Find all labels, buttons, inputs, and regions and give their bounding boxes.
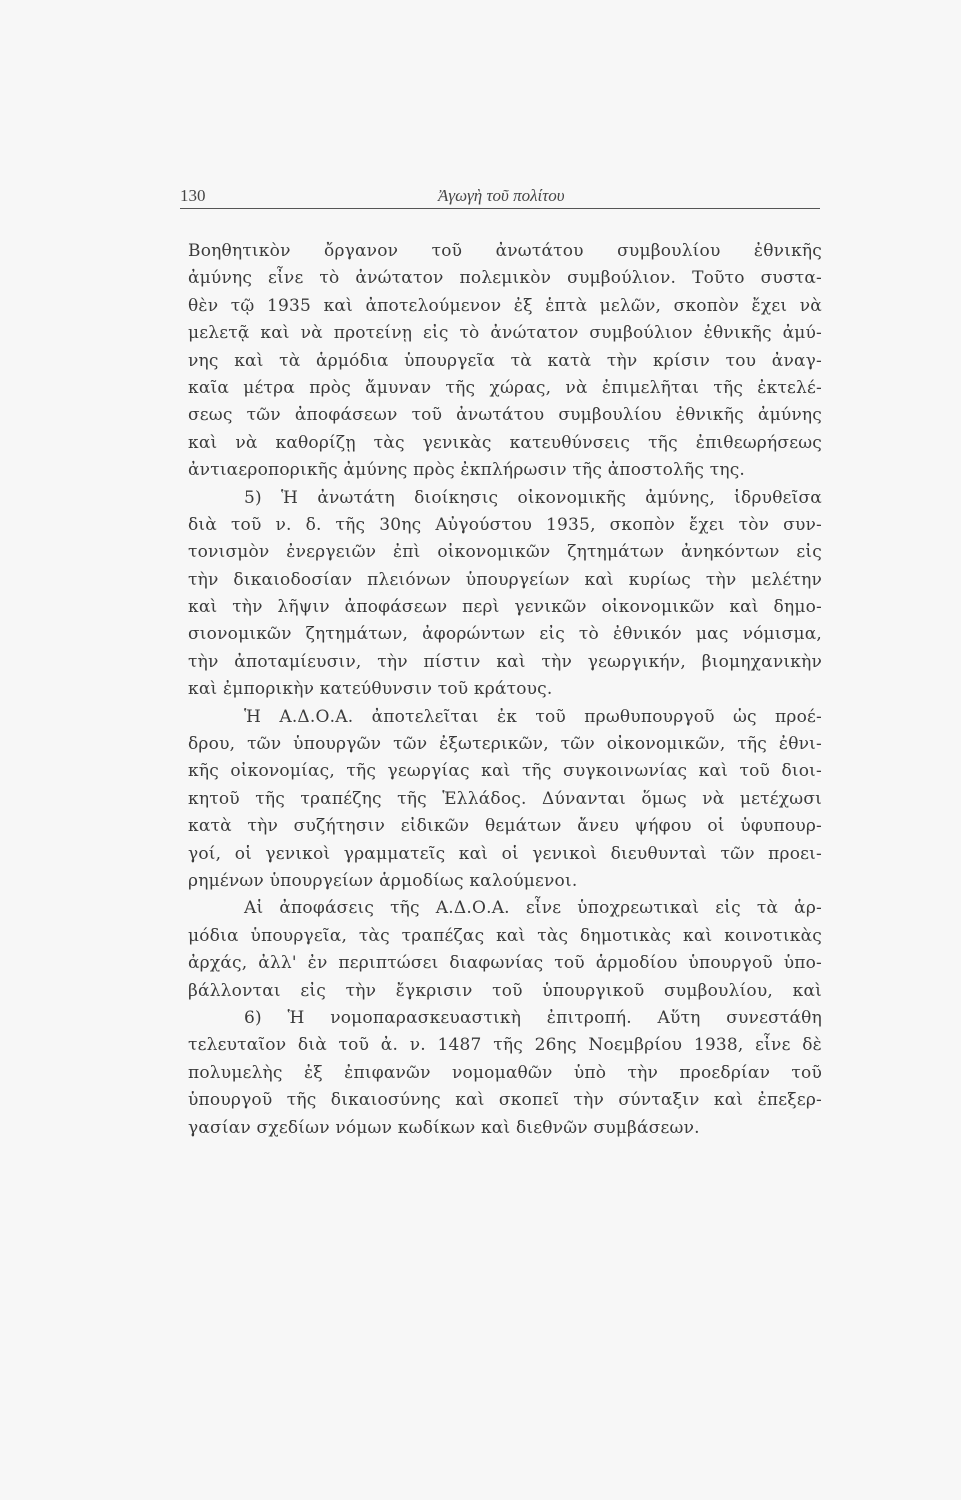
text-line: ἀμύνης εἶνε τὸ ἀνώτατον πολεμικὸν συμβούλιον. Τοῦτο συστα- bbox=[188, 268, 822, 289]
text-line: καῖα μέτρα πρὸς ἄμυναν τῆς χώρας, νὰ ἐπιμελῆται τῆς ἐκτελέ- bbox=[188, 377, 822, 398]
text-line: κητοῦ τῆς τραπέζης τῆς Ἑλλάδος. Δύνανται ὅμως νὰ μετέχωσι bbox=[188, 788, 822, 809]
text-line: τελευταῖον διὰ τοῦ ἀ. ν. 1487 τῆς 26ης Νοεμβρίου 1938, εἶνε δὲ bbox=[188, 1035, 822, 1056]
text-line: πολυμελὴς ἐξ ἐπιφανῶν νομομαθῶν ὑπὸ τὴν προεδρίαν τοῦ bbox=[188, 1062, 822, 1083]
section-heading-line: 5) Ἡ ἀνωτάτη διοίκησις οἰκονομικῆς ἀμύνης, ἱδρυθεῖσα bbox=[244, 487, 822, 508]
text-line: βάλλονται εἰς τὴν ἔγκρισιν τοῦ ὑπουργικοῦ συμβουλίου, καὶ bbox=[188, 980, 822, 1001]
text-line: θὲν τῷ 1935 καὶ ἀποτελούμενον ἐξ ἑπτὰ μελῶν, σκοπὸν ἔχει νὰ bbox=[188, 295, 822, 316]
text-line: σεως τῶν ἀποφάσεων τοῦ ἀνωτάτου συμβουλίου ἐθνικῆς ἀμύνης bbox=[188, 405, 822, 426]
text-line: κῆς οἰκονομίας, τῆς γεωργίας καὶ τῆς συγκοινωνίας καὶ τοῦ διοι- bbox=[188, 761, 822, 782]
text-line: τονισμὸν ἐνεργειῶν ἐπὶ οἰκονομικῶν ζητημάτων ἀνηκόντων εἰς bbox=[188, 542, 822, 563]
text-line: Βοηθητικὸν ὄργανον τοῦ ἀνωτάτου συμβουλίου ἐθνικῆς bbox=[188, 241, 822, 261]
text-line: σιονομικῶν ζητημάτων, ἀφορώντων εἰς τὸ ἐθνικόν μας νόμισμα, bbox=[188, 624, 822, 645]
text-line: Ἡ Α.Δ.Ο.Α. ἀποτελεῖται ἐκ τοῦ πρωθυπουργοῦ ὡς προέ- bbox=[244, 706, 822, 727]
text-line: τὴν ἀποταμίευσιν, τὴν πίστιν καὶ τὴν γεωργικήν, βιομηχανικὴν bbox=[188, 651, 822, 672]
page-number: 130 bbox=[180, 186, 206, 205]
text-line: μόδια ὑπουργεῖα, τὰς τραπέζας καὶ τὰς δημοτικὰς καὶ κοινοτικὰς bbox=[188, 925, 822, 946]
text-line: κατὰ τὴν συζήτησιν εἰδικῶν θεμάτων ἄνευ ψήφου οἱ ὑφυπουρ- bbox=[188, 816, 822, 837]
text-line: ὑπουργοῦ τῆς δικαιοσύνης καὶ σκοπεῖ τὴν σύνταξιν καὶ ἐπεξερ- bbox=[188, 1090, 822, 1111]
text-line: καὶ νὰ καθορίζῃ τὰς γενικὰς κατευθύνσεις τῆς ἐπιθεωρήσεως bbox=[188, 432, 822, 453]
text-line: Αἱ ἀποφάσεις τῆς Α.Δ.Ο.Α. εἶνε ὑποχρεωτικαὶ εἰς τὰ ἁρ- bbox=[244, 898, 822, 919]
text-line: δρου, τῶν ὑπουργῶν τῶν ἐξωτερικῶν, τῶν οἰκονομικῶν, τῆς ἐθνι- bbox=[188, 734, 822, 755]
text-line: ἀντιαεροπορικῆς ἀμύνης πρὸς ἐκπλήρωσιν τῆς ἀποστολῆς της. bbox=[188, 460, 746, 481]
body-text bbox=[188, 238, 822, 1142]
text-line: μελετᾷ καὶ νὰ προτείνῃ εἰς τὸ ἀνώτατον συμβούλιον ἐθνικῆς ἀμύ- bbox=[188, 323, 822, 344]
text-line: ρημένων ὑπουργείων ἁρμοδίως καλούμενοι. bbox=[188, 870, 578, 891]
text-line: νης καὶ τὰ ἁρμόδια ὑπουργεῖα τὰ κατὰ τὴν κρίσιν του ἀναγ- bbox=[188, 350, 822, 371]
running-title: Ἀγωγὴ τοῦ πολίτου bbox=[438, 186, 565, 205]
text-line: γοί, οἱ γενικοὶ γραμματεῖς καὶ οἱ γενικοὶ διευθυνταὶ τῶν προει- bbox=[188, 843, 822, 864]
text-line: γασίαν σχεδίων νόμων κωδίκων καὶ διεθνῶν συμβάσεων. bbox=[188, 1117, 700, 1138]
text-line: ἀρχάς, ἀλλ' ἐν περιπτώσει διαφωνίας τοῦ ἁρμοδίου ὑπουργοῦ ὑπο- bbox=[188, 953, 822, 974]
text-line: καὶ τὴν λῆψιν ἀποφάσεων περὶ γενικῶν οἰκονομικῶν καὶ δημο- bbox=[188, 597, 822, 618]
text-line: τὴν δικαιοδοσίαν πλειόνων ὑπουργείων καὶ κυρίως τὴν μελέτην bbox=[188, 569, 822, 590]
page-header bbox=[180, 186, 820, 209]
text-line: καὶ ἐμπορικὴν κατεύθυνσιν τοῦ κράτους. bbox=[188, 679, 553, 700]
text-line: διὰ τοῦ ν. δ. τῆς 30ης Αὐγούστου 1935, σκοπὸν ἔχει τὸν συν- bbox=[188, 514, 822, 535]
section-heading-line: 6) Ἡ νομοπαρασκευαστικὴ ἐπιτροπή. Αὕτη συνεστάθη bbox=[244, 1007, 822, 1028]
